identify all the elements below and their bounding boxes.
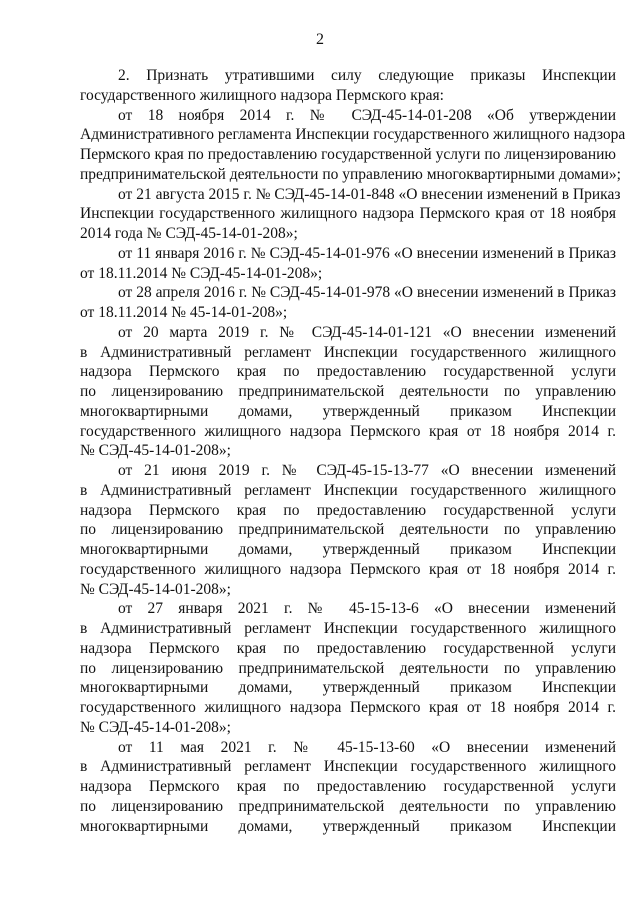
- text-line: надзора Пермского края по предоставлению государственной услуги: [80, 778, 616, 795]
- text-line: в Административный регламент Инспекции государственного жилищного: [80, 758, 616, 776]
- text-line: по лицензированию предпринимательской деятельности по управлению: [80, 383, 616, 400]
- text-line: предпринимательской деятельности по управлению многоквартирными домами»;: [80, 165, 621, 183]
- text-line: государственного жилищного надзора Пермского края:: [80, 86, 444, 104]
- text-line: государственного жилищного надзора Пермского края от 18 ноября 2014 г.: [80, 699, 616, 716]
- page-number: 2: [316, 31, 324, 48]
- text-line: многоквартирными домами, утвержденный приказом Инспекции: [80, 541, 616, 558]
- text-line: Административного регламента Инспекции государственного жилищного надзора: [80, 126, 626, 144]
- text-line: в Административный регламент Инспекции государственного жилищного: [80, 620, 616, 637]
- text-line: от 11 января 2016 г. № СЭД-45-14-01-976 «О внесении изменений в Приказ: [118, 244, 616, 262]
- text-line: от 18 ноября 2014 г. № СЭД-45-14-01-208 «Об утверждении: [118, 106, 616, 124]
- text-line: надзора Пермского края по предоставлению государственной услуги: [80, 639, 616, 657]
- text-line: 2014 года № СЭД-45-14-01-208»;: [80, 225, 298, 242]
- text-line: государственного жилищного надзора Пермского края от 18 ноября 2014 г.: [80, 422, 616, 440]
- text-line: по лицензированию предпринимательской деятельности по управлению: [80, 797, 616, 815]
- text-line: 2. Признать утратившими силу следующие приказы Инспекции: [118, 67, 616, 84]
- text-line: в Административный регламент Инспекции государственного жилищного: [80, 481, 616, 499]
- text-line: от 20 марта 2019 г. № СЭД-45-14-01-121 «О внесении изменений: [118, 323, 616, 341]
- text-line: по лицензированию предпринимательской деятельности по управлению: [80, 521, 616, 539]
- text-line: № СЭД-45-14-01-208»;: [80, 718, 231, 736]
- text-line: № СЭД-45-14-01-208»;: [80, 580, 231, 598]
- text-line: многоквартирными домами, утвержденный приказом Инспекции: [80, 679, 616, 697]
- text-line: от 27 января 2021 г. № 45-15-13-6 «О внесении изменений: [118, 600, 616, 618]
- text-line: Пермского края по предоставлению государственной услуги по лицензированию: [80, 146, 616, 163]
- text-line: по лицензированию предпринимательской деятельности по управлению: [80, 659, 616, 677]
- text-line: надзора Пермского края по предоставлению государственной услуги: [80, 501, 616, 519]
- text-line: многоквартирными домами, утвержденный приказом Инспекции: [80, 402, 616, 420]
- text-line: государственного жилищного надзора Пермского края от 18 ноября 2014 г.: [80, 560, 616, 578]
- text-line: от 28 апреля 2016 г. № СЭД-45-14-01-978 «О внесении изменений в Приказ: [118, 284, 616, 302]
- text-line: в Административный регламент Инспекции государственного жилищного: [80, 343, 616, 361]
- text-line: от 21 августа 2015 г. № СЭД-45-14-01-848 «О внесении изменений в Приказ: [118, 185, 621, 203]
- text-line: надзора Пермского края по предоставлению государственной услуги: [80, 363, 616, 381]
- text-line: Инспекции государственного жилищного надзора Пермского края от 18 ноября: [80, 205, 616, 223]
- text-line: от 11 мая 2021 г. № 45-15-13-60 «О внесении изменений: [118, 738, 616, 756]
- text-line: от 21 июня 2019 г. № СЭД-45-15-13-77 «О внесении изменений: [118, 462, 616, 479]
- text-line: от 18.11.2014 № СЭД-45-14-01-208»;: [80, 264, 323, 282]
- text-line: многоквартирными домами, утвержденный приказом Инспекции: [80, 817, 616, 835]
- text-line: от 18.11.2014 № 45-14-01-208»;: [80, 304, 288, 321]
- text-line: № СЭД-45-14-01-208»;: [80, 442, 231, 460]
